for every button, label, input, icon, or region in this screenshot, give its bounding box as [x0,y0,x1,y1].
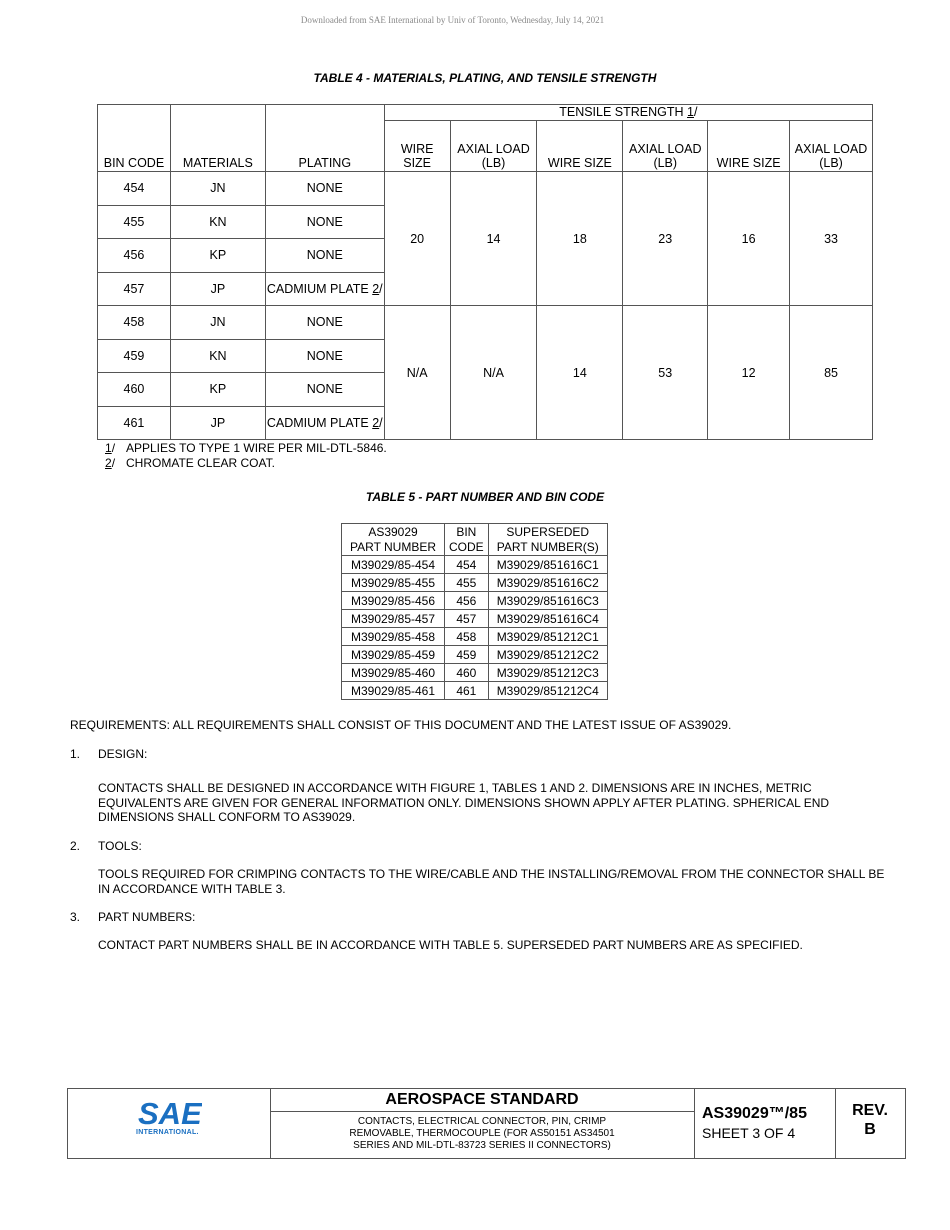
table-row: 454 JN NONE 20 14 18 23 16 33 [98,172,873,206]
header-superseded: SUPERSEDED PART NUMBER(S) [488,524,607,556]
title-cell [270,1089,695,1158]
revision-value: B [864,1121,876,1138]
table-row: M39029/85-458 458 M39029/851212C1 [342,628,608,646]
table-row: 461 JP CADMIUM PLATE 2/ [98,406,873,440]
header-materials: MATERIALS [170,105,265,172]
revision-label: REV. [852,1102,888,1119]
standard-title: AEROSPACE STANDARD [270,1089,694,1112]
section-number: 3. [70,910,81,924]
note-ref: 2 [372,415,380,430]
wire-size-cell: 20 [384,172,450,306]
table-row: 458 JN NONE N/A N/A 14 53 12 85 [98,306,873,340]
table-row: M39029/85-457 457 M39029/851616C4 [342,610,608,628]
table-row: M39029/85-456 456 M39029/851616C3 [342,592,608,610]
header-axial-load: AXIAL LOAD (LB) [623,121,708,172]
axial-load-cell: 23 [623,172,708,306]
section-number: 2. [70,839,81,853]
header-bin-code: BIN CODE [98,105,171,172]
header-axial-load: AXIAL LOAD (LB) [790,121,873,172]
table-row: 460 KP NONE [98,373,873,407]
part-number-table [341,523,608,700]
wire-size-cell: 16 [708,172,790,306]
section-title-design: DESIGN: [98,747,148,761]
table-row: 459 KN NONE [98,339,873,373]
requirements-statement: REQUIREMENTS: ALL REQUIREMENTS SHALL CONSIST OF THIS DOCUMENT AND THE LATEST ISSUE OF AS39029. [70,718,732,732]
download-notice: Downloaded from SAE International by Univ of Toronto, Wednesday, July 14, 2021 [300,15,605,25]
table-row: M39029/85-459 459 M39029/851212C2 [342,646,608,664]
axial-load-cell: 33 [790,172,873,306]
axial-load-cell: 85 [790,306,873,440]
section-text-part-numbers: CONTACT PART NUMBERS SHALL BE IN ACCORDANCE WITH TABLE 5. SUPERSEDED PART NUMBERS ARE AS SPECIFIED. [98,938,803,952]
section-title-part-numbers: PART NUMBERS: [98,910,196,924]
section-number: 1. [70,747,81,761]
header-wire-size: WIRE SIZE [384,121,450,172]
section-text-tools: TOOLS REQUIRED FOR CRIMPING CONTACTS TO THE WIRE/CABLE AND THE INSTALLING/REMOVAL FROM THE CONNECTOR SHALL BE IN ACCORDANCE WITH TABLE 3. [98,867,885,896]
table5-caption: TABLE 5 - PART NUMBER AND BIN CODE [365,490,605,504]
document-number: AS39029™/85 [702,1105,807,1122]
header-bin-code: BIN CODE [445,524,489,556]
document-description: CONTACTS, ELECTRICAL CONNECTOR, PIN, CRIMP REMOVABLE, THERMOCOUPLE (FOR AS50151 AS34501 SERIES AND MIL-DTL-83723 SERIES II CONNECTORS) [349,1116,615,1151]
note-1: 1/ APPLIES TO TYPE 1 WIRE PER MIL-DTL-5846. [105,441,387,455]
title-block [67,1088,906,1159]
table-row: M39029/85-460 460 M39029/851212C3 [342,664,608,682]
table-row: 455 KN NONE [98,205,873,239]
note-2: 2/ CHROMATE CLEAR COAT. [105,455,275,470]
note-ref: 2 [372,281,380,296]
sheet-number: SHEET 3 OF 4 [702,1125,796,1141]
document-number-cell [694,1089,836,1158]
table4-caption: TABLE 4 - MATERIALS, PLATING, AND TENSILE STRENGTH [313,71,657,85]
note-ref: 1 [687,105,694,119]
revision-cell [835,1089,905,1158]
header-plating: PLATING [265,105,384,172]
table-row: 457 JP CADMIUM PLATE 2/ [98,272,873,306]
wire-size-cell: 12 [708,306,790,440]
header-part-number: AS39029 PART NUMBER [342,524,445,556]
section-text-design: CONTACTS SHALL BE DESIGNED IN ACCORDANCE WITH FIGURE 1, TABLES 1 AND 2. DIMENSIONS ARE IN INCHES, METRIC EQUIVALENTS ARE GIVEN FOR GENERAL INFORMATION ONLY. DIMENSIONS SHOWN APPLY AFTER PLATING. SPHERICAL END DIMENSIONS SHALL CONFORM TO AS39029. [98,781,830,824]
logo-text: INTERNATIONAL. [136,1129,199,1136]
materials-table [97,104,873,440]
axial-load-cell: 14 [450,172,537,306]
header-wire-size: WIRE SIZE [537,121,623,172]
axial-load-cell: 53 [623,306,708,440]
table-row: M39029/85-461 461 M39029/851212C4 [342,682,608,700]
section-title-tools: TOOLS: [98,839,142,853]
header-tensile-strength: TENSILE STRENGTH 1/ [384,105,872,121]
header-wire-size: WIRE SIZE [708,121,790,172]
table4-notes [105,441,387,470]
table-row: M39029/85-455 455 M39029/851616C2 [342,574,608,592]
table-row: M39029/85-454 454 M39029/851616C1 [342,556,608,574]
sae-logo-icon [138,1098,202,1128]
axial-load-cell: N/A [450,306,537,440]
wire-size-cell: N/A [384,306,450,440]
wire-size-cell: 14 [537,306,623,440]
svg-text:SAE: SAE [138,1098,202,1128]
table-row: 456 KP NONE [98,239,873,273]
wire-size-cell: 18 [537,172,623,306]
logo-cell [68,1089,271,1158]
header-axial-load: AXIAL LOAD (LB) [450,121,537,172]
